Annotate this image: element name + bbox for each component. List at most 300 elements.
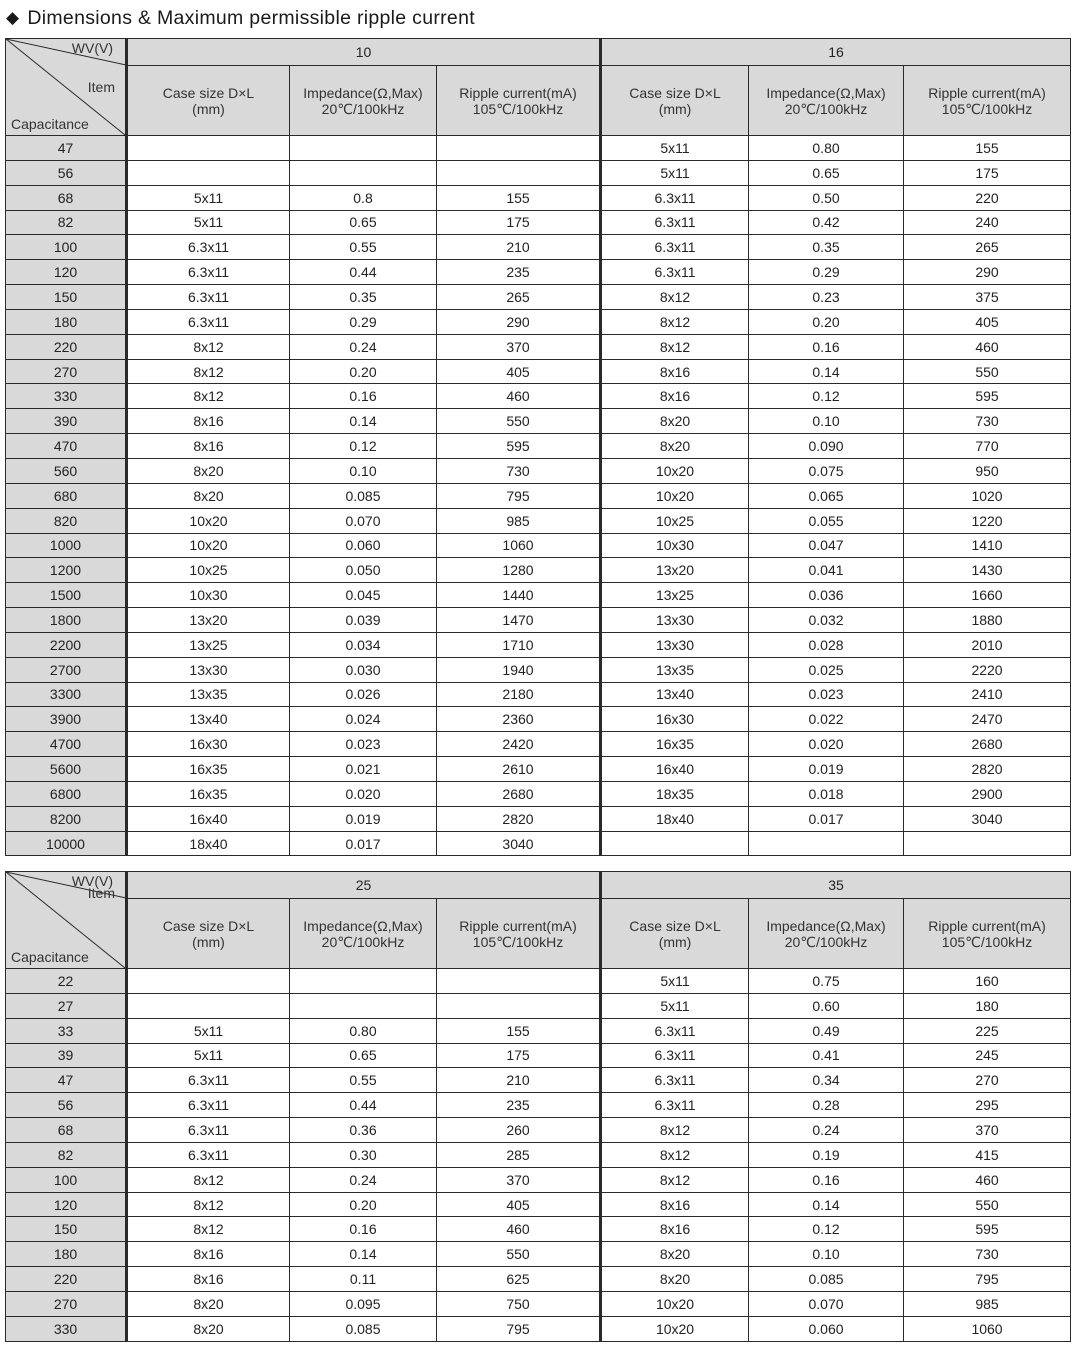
impedance-cell: 0.20 [749,309,904,334]
case-size-cell [127,993,290,1018]
case-size-cell: 16x40 [601,757,749,782]
ripple-cell: 290 [904,260,1071,285]
impedance-cell [290,136,437,161]
case-size-cell: 10x20 [127,508,290,533]
ripple-cell: 2820 [904,757,1071,782]
case-size-cell: 8x16 [601,359,749,384]
ripple-cell: 370 [437,1167,601,1192]
ripple-cell: 405 [904,309,1071,334]
table-row [6,558,1071,583]
case-size-cell: 16x30 [127,732,290,757]
case-size-cell: 10x20 [601,458,749,483]
capacitance-cell: 22 [6,969,127,994]
impedance-cell: 0.42 [749,210,904,235]
ripple-cell: 2470 [904,707,1071,732]
impedance-cell: 0.085 [290,483,437,508]
ripple-cell: 2360 [437,707,601,732]
ripple-cell: 795 [904,1267,1071,1292]
case-size-cell: 10x20 [601,1316,749,1341]
capacitance-cell: 120 [6,1192,127,1217]
ripple-cell: 210 [437,235,601,260]
table-row [6,707,1071,732]
impedance-header-line2: 20℃/100kHz [784,100,868,117]
impedance-cell: 0.019 [749,757,904,782]
impedance-cell: 0.023 [290,732,437,757]
ripple-cell: 235 [437,260,601,285]
ripple-cell: 405 [437,1192,601,1217]
case-size-cell: 5x11 [601,160,749,185]
table-row [6,1316,1071,1341]
ripple-header [437,899,601,969]
case-size-cell: 10x25 [601,508,749,533]
table-row [6,260,1071,285]
voltage-cell: 35 [601,872,1071,899]
table-row [6,160,1071,185]
impedance-cell: 0.44 [290,260,437,285]
case-size-cell: 5x11 [127,1043,290,1068]
ripple-cell: 770 [904,434,1071,459]
impedance-cell: 0.10 [749,409,904,434]
ripple-cell: 3040 [904,806,1071,831]
ripple-cell: 175 [904,160,1071,185]
item-header-row [6,899,1071,969]
voltage-cell: 16 [601,39,1071,66]
case-size-cell: 10x25 [127,558,290,583]
ripple-cell: 155 [437,185,601,210]
case-size-cell: 18x40 [127,831,290,856]
case-size-cell: 18x35 [601,781,749,806]
impedance-cell: 0.34 [749,1068,904,1093]
capacitance-cell: 270 [6,359,127,384]
ripple-cell: 1410 [904,533,1071,558]
capacitance-cell: 56 [6,1093,127,1118]
impedance-cell: 0.65 [290,210,437,235]
wv-label: WV(V) [71,873,113,889]
case-size-cell: 8x12 [127,334,290,359]
table-row [6,136,1071,161]
case-size-header-line2: (mm) [192,933,225,950]
case-size-header-line2: (mm) [658,933,692,950]
capacitance-cell: 180 [6,309,127,334]
ripple-cell [904,831,1071,856]
ripple-cell: 1470 [437,608,601,633]
case-size-cell: 13x35 [127,682,290,707]
ripple-cell: 625 [437,1267,601,1292]
impedance-cell: 0.14 [749,359,904,384]
ripple-header [904,66,1071,136]
case-size-header-line2: (mm) [658,100,692,117]
impedance-cell: 0.025 [749,657,904,682]
impedance-cell: 0.29 [290,309,437,334]
capacitance-cell: 8200 [6,806,127,831]
impedance-cell: 0.060 [749,1316,904,1341]
case-size-cell: 6.3x11 [601,185,749,210]
case-size-cell: 6.3x11 [127,1118,290,1143]
impedance-cell: 0.20 [290,359,437,384]
impedance-cell: 0.8 [290,185,437,210]
impedance-cell: 0.021 [290,757,437,782]
impedance-cell: 0.55 [290,1068,437,1093]
impedance-cell: 0.020 [749,732,904,757]
ripple-cell: 460 [437,1217,601,1242]
capacitance-cell: 68 [6,185,127,210]
table-row [6,458,1071,483]
ripple-cell: 460 [904,1167,1071,1192]
case-size-cell: 6.3x11 [601,1093,749,1118]
case-size-cell: 13x30 [601,608,749,633]
ripple-cell: 290 [437,309,601,334]
ripple-cell: 370 [904,1118,1071,1143]
capacitance-label: Capacitance [11,949,89,965]
ripple-header [437,66,601,136]
table-row [6,1291,1071,1316]
table-row [6,1267,1071,1292]
case-size-cell: 5x11 [601,136,749,161]
case-size-cell: 6.3x11 [127,1093,290,1118]
impedance-cell: 0.41 [749,1043,904,1068]
impedance-header-line1: Impedance(Ω,Max) [303,84,423,101]
case-size-cell: 13x30 [601,632,749,657]
impedance-cell [290,969,437,994]
case-size-cell: 5x11 [601,993,749,1018]
table-row [6,285,1071,310]
ripple-cell: 730 [904,1242,1071,1267]
ripple-cell: 550 [904,359,1071,384]
ripple-header-line1: Ripple current(mA) [928,84,1046,101]
impedance-cell: 0.039 [290,608,437,633]
case-size-cell: 16x35 [127,757,290,782]
case-size-cell: 13x20 [127,608,290,633]
case-size-cell: 13x30 [127,657,290,682]
impedance-header-line1: Impedance(Ω,Max) [766,917,886,934]
case-size-cell: 8x12 [601,1167,749,1192]
capacitance-cell: 2700 [6,657,127,682]
case-size-cell: 10x20 [127,533,290,558]
case-size-header-line2: (mm) [192,100,225,117]
case-size-cell: 8x12 [601,285,749,310]
case-size-cell: 8x16 [601,1192,749,1217]
table-row [6,657,1071,682]
capacitance-cell: 150 [6,1217,127,1242]
table-row [6,309,1071,334]
case-size-cell: 8x16 [601,384,749,409]
ripple-cell: 550 [904,1192,1071,1217]
capacitance-label: Capacitance [11,116,89,132]
case-size-cell: 6.3x11 [127,309,290,334]
capacitance-cell: 1800 [6,608,127,633]
impedance-cell: 0.030 [290,657,437,682]
case-size-header-line1: Case size D×L [162,917,255,934]
impedance-cell: 0.35 [290,285,437,310]
case-size-cell: 10x20 [601,1291,749,1316]
ripple-cell: 405 [437,359,601,384]
impedance-cell: 0.10 [290,458,437,483]
impedance-cell: 0.12 [290,434,437,459]
impedance-cell: 0.35 [749,235,904,260]
impedance-cell: 0.085 [290,1316,437,1341]
case-size-cell: 8x16 [127,409,290,434]
case-size-cell: 6.3x11 [127,1068,290,1093]
impedance-cell: 0.23 [749,285,904,310]
capacitance-cell: 390 [6,409,127,434]
ripple-header-line1: Ripple current(mA) [928,917,1046,934]
case-size-cell: 8x12 [127,1192,290,1217]
capacitance-cell: 330 [6,1316,127,1341]
case-size-cell: 10x30 [127,583,290,608]
case-size-cell: 6.3x11 [601,1043,749,1068]
ripple-cell: 225 [904,1018,1071,1043]
impedance-cell: 0.50 [749,185,904,210]
impedance-cell: 0.055 [749,508,904,533]
ripple-cell: 730 [904,409,1071,434]
case-size-cell: 5x11 [601,969,749,994]
impedance-cell: 0.032 [749,608,904,633]
impedance-cell: 0.041 [749,558,904,583]
ripple-cell [437,993,601,1018]
case-size-cell: 6.3x11 [601,210,749,235]
case-size-cell: 6.3x11 [127,260,290,285]
table-row [6,831,1071,856]
ripple-cell: 375 [904,285,1071,310]
impedance-cell: 0.023 [749,682,904,707]
impedance-cell: 0.020 [290,781,437,806]
case-size-cell: 8x12 [601,334,749,359]
case-size-cell: 6.3x11 [601,235,749,260]
case-size-cell: 5x11 [127,210,290,235]
case-size-cell: 8x12 [127,1167,290,1192]
ripple-header-line2: 105℃/100kHz [941,933,1033,950]
ripple-cell: 730 [437,458,601,483]
ripple-cell: 155 [904,136,1071,161]
impedance-cell: 0.060 [290,533,437,558]
case-size-cell: 8x16 [127,1242,290,1267]
capacitance-cell: 220 [6,334,127,359]
table-row [6,235,1071,260]
ripple-cell: 460 [904,334,1071,359]
table-row [6,508,1071,533]
ripple-cell: 2610 [437,757,601,782]
impedance-cell: 0.14 [749,1192,904,1217]
impedance-cell: 0.19 [749,1142,904,1167]
impedance-cell: 0.16 [290,384,437,409]
case-size-cell: 8x20 [601,434,749,459]
case-size-header-line1: Case size D×L [629,84,721,101]
impedance-cell: 0.12 [749,384,904,409]
ripple-header-line1: Ripple current(mA) [459,917,577,934]
table-row [6,969,1071,994]
impedance-header [749,66,904,136]
impedance-cell: 0.24 [749,1118,904,1143]
capacitance-cell: 220 [6,1267,127,1292]
ripple-cell: 240 [904,210,1071,235]
impedance-header [749,899,904,969]
impedance-cell: 0.018 [749,781,904,806]
impedance-cell: 0.36 [290,1118,437,1143]
capacitance-cell: 1500 [6,583,127,608]
impedance-cell: 0.44 [290,1093,437,1118]
case-size-cell [127,969,290,994]
case-size-cell: 8x12 [601,309,749,334]
ripple-cell: 175 [437,1043,601,1068]
ripple-cell: 265 [437,285,601,310]
ripple-cell: 175 [437,210,601,235]
ripple-cell: 2220 [904,657,1071,682]
table-row [6,993,1071,1018]
table-row [6,1192,1071,1217]
capacitance-cell: 56 [6,160,127,185]
ripple-header-line2: 105℃/100kHz [472,933,564,950]
voltage-header-row [6,39,1071,66]
capacitance-cell: 1000 [6,533,127,558]
ripple-cell: 210 [437,1068,601,1093]
case-size-header-line1: Case size D×L [162,84,255,101]
case-size-cell: 8x12 [127,384,290,409]
impedance-cell: 0.65 [290,1043,437,1068]
table-row [6,781,1071,806]
ripple-cell: 2820 [437,806,601,831]
ripple-cell [437,136,601,161]
table-row [6,533,1071,558]
table-row [6,1118,1071,1143]
capacitance-cell: 100 [6,235,127,260]
case-size-cell: 13x40 [601,682,749,707]
ripple-cell: 1020 [904,483,1071,508]
impedance-cell: 0.070 [749,1291,904,1316]
case-size-cell: 13x25 [601,583,749,608]
ripple-cell: 550 [437,1242,601,1267]
table-row [6,1043,1071,1068]
case-size-cell [127,160,290,185]
capacitance-cell: 27 [6,993,127,1018]
capacitance-cell: 33 [6,1018,127,1043]
ripple-cell: 550 [437,409,601,434]
capacitance-cell: 680 [6,483,127,508]
ripple-cell: 2420 [437,732,601,757]
ripple-cell: 795 [437,1316,601,1341]
impedance-header-line1: Impedance(Ω,Max) [766,84,886,101]
impedance-header [290,66,437,136]
ripple-cell: 265 [904,235,1071,260]
impedance-cell: 0.090 [749,434,904,459]
case-size-cell: 16x40 [127,806,290,831]
diamond-bullet-icon: ◆ [6,8,20,27]
corner-header-cell [6,872,127,969]
ripple-cell: 1280 [437,558,601,583]
impedance-cell: 0.028 [749,632,904,657]
impedance-header-line2: 20℃/100kHz [321,100,405,117]
spec-table-25-35v [5,871,1071,1342]
ripple-cell: 155 [437,1018,601,1043]
case-size-cell: 5x11 [127,1018,290,1043]
capacitance-cell: 47 [6,136,127,161]
ripple-cell: 285 [437,1142,601,1167]
ripple-cell: 595 [437,434,601,459]
ripple-cell: 295 [904,1093,1071,1118]
impedance-cell: 0.070 [290,508,437,533]
capacitance-cell: 5600 [6,757,127,782]
capacitance-cell: 560 [6,458,127,483]
capacitance-cell: 1200 [6,558,127,583]
capacitance-cell: 470 [6,434,127,459]
case-size-header [601,899,749,969]
item-header-row [6,66,1071,136]
impedance-cell: 0.30 [290,1142,437,1167]
case-size-header-line1: Case size D×L [629,917,721,934]
ripple-cell: 2010 [904,632,1071,657]
case-size-cell: 8x12 [127,1217,290,1242]
case-size-cell: 13x20 [601,558,749,583]
case-size-cell: 6.3x11 [127,285,290,310]
table-row [6,210,1071,235]
capacitance-cell: 270 [6,1291,127,1316]
table-row [6,732,1071,757]
ripple-cell: 2410 [904,682,1071,707]
ripple-cell: 3040 [437,831,601,856]
voltage-cell: 10 [127,39,601,66]
impedance-cell: 0.16 [290,1217,437,1242]
table-row [6,1093,1071,1118]
impedance-cell: 0.065 [749,483,904,508]
ripple-cell: 1710 [437,632,601,657]
case-size-cell: 6.3x11 [601,260,749,285]
capacitance-cell: 6800 [6,781,127,806]
table-row [6,409,1071,434]
impedance-cell: 0.12 [749,1217,904,1242]
impedance-cell: 0.60 [749,993,904,1018]
table-row [6,1068,1071,1093]
case-size-cell: 8x20 [127,1291,290,1316]
ripple-header-line2: 105℃/100kHz [941,100,1033,117]
table-row [6,1142,1071,1167]
impedance-cell: 0.024 [290,707,437,732]
ripple-cell: 985 [904,1291,1071,1316]
impedance-cell: 0.022 [749,707,904,732]
case-size-cell: 10x20 [601,483,749,508]
title-text: Dimensions & Maximum permissible ripple current [27,7,475,29]
impedance-cell: 0.10 [749,1242,904,1267]
capacitance-cell: 68 [6,1118,127,1143]
ripple-header [904,899,1071,969]
capacitance-cell: 39 [6,1043,127,1068]
impedance-cell: 0.80 [290,1018,437,1043]
case-size-cell: 16x35 [601,732,749,757]
ripple-cell: 220 [904,185,1071,210]
impedance-cell: 0.75 [749,969,904,994]
impedance-cell: 0.036 [749,583,904,608]
table-row [6,384,1071,409]
capacitance-cell: 10000 [6,831,127,856]
case-size-cell: 16x35 [127,781,290,806]
table-row [6,682,1071,707]
table-row [6,1018,1071,1043]
table-row [6,483,1071,508]
case-size-cell: 8x20 [601,409,749,434]
ripple-cell [437,969,601,994]
table-row [6,608,1071,633]
case-size-cell: 8x20 [127,1316,290,1341]
case-size-cell: 8x12 [127,359,290,384]
ripple-cell: 950 [904,458,1071,483]
case-size-cell: 6.3x11 [601,1018,749,1043]
item-label: Item [87,79,115,95]
case-size-header [601,66,749,136]
impedance-cell: 0.095 [290,1291,437,1316]
table-row [6,806,1071,831]
capacitance-cell: 3300 [6,682,127,707]
impedance-cell: 0.24 [290,1167,437,1192]
case-size-cell: 6.3x11 [601,1068,749,1093]
impedance-cell: 0.80 [749,136,904,161]
